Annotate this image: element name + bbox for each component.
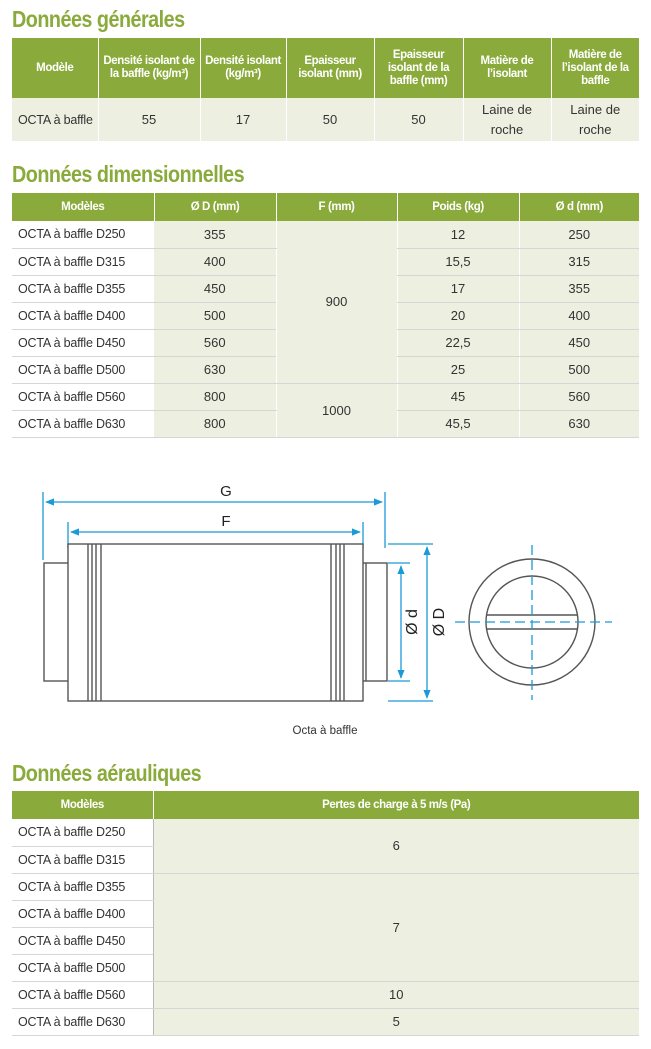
value-cell: 17 — [397, 275, 519, 302]
value-cell: 20 — [397, 302, 519, 329]
header-cell: Densité isolant (kg/m³) — [200, 38, 286, 98]
table-header-row — [12, 38, 639, 98]
silencer-diagram — [0, 470, 651, 730]
value-cell: 50 — [286, 98, 374, 141]
model-cell: OCTA à baffle D500 — [12, 356, 154, 383]
f-value-cell: 900 — [276, 221, 397, 383]
model-cell: OCTA à baffle D355 — [12, 275, 154, 302]
value-cell: 800 — [154, 410, 276, 437]
value-cell: 630 — [154, 356, 276, 383]
header-cell: Modèle — [12, 38, 98, 98]
model-cell: OCTA à baffle D500 — [12, 954, 153, 981]
model-cell: OCTA à baffle D250 — [12, 221, 154, 248]
value-cell: 560 — [154, 329, 276, 356]
model-cell: OCTA à baffle D630 — [12, 410, 154, 437]
dimensional-data-table — [12, 193, 639, 438]
dimension-f — [68, 513, 363, 548]
header-cell: Matière de l’isolant — [463, 38, 551, 98]
header-cell: Modèles — [12, 193, 154, 221]
aeraulic-data-table — [12, 791, 639, 1036]
table-row — [12, 873, 639, 900]
value-cell: 800 — [154, 383, 276, 410]
pressure-loss-cell: 5 — [153, 1008, 639, 1035]
table-row — [12, 383, 639, 410]
value-cell: 55 — [98, 98, 200, 141]
table-row — [12, 981, 639, 1008]
value-cell: 630 — [519, 410, 639, 437]
value-cell: 22,5 — [397, 329, 519, 356]
label-g: G — [220, 483, 232, 500]
pressure-loss-cell: 6 — [153, 819, 639, 873]
value-cell: 560 — [519, 383, 639, 410]
value-cell: 315 — [519, 248, 639, 275]
value-cell: 355 — [154, 221, 276, 248]
model-cell: OCTA à baffle D315 — [12, 846, 153, 873]
model-cell: OCTA à baffle D400 — [12, 302, 154, 329]
value-cell: 45,5 — [397, 410, 519, 437]
model-cell: OCTA à baffle D560 — [12, 383, 154, 410]
value-cell: 400 — [519, 302, 639, 329]
header-cell: F (mm) — [276, 193, 397, 221]
pressure-loss-cell: 7 — [153, 873, 639, 981]
silencer-front-view — [455, 545, 612, 700]
value-cell: 355 — [519, 275, 639, 302]
header-cell: Epaisseur isolant de la baffle (mm) — [374, 38, 463, 98]
header-cell: Matière de l’isolant de la baffle — [551, 38, 639, 98]
value-cell: 400 — [154, 248, 276, 275]
model-cell: OCTA à baffle D315 — [12, 248, 154, 275]
section-title-aeraulic: Données aérauliques — [12, 760, 202, 786]
dimension-small-d — [388, 563, 421, 681]
value-cell: 500 — [519, 356, 639, 383]
value-cell: 12 — [397, 221, 519, 248]
value-cell: 45 — [397, 383, 519, 410]
table-header-row — [12, 791, 639, 819]
header-cell: Ø d (mm) — [519, 193, 639, 221]
value-cell: 25 — [397, 356, 519, 383]
table-row — [12, 98, 639, 141]
silencer-side-view — [44, 544, 387, 701]
pressure-loss-cell: 10 — [153, 981, 639, 1008]
table-row — [12, 221, 639, 248]
diagram-caption: Octa à baffle — [292, 725, 358, 737]
value-cell: Laine de roche — [463, 98, 551, 141]
value-cell: 15,5 — [397, 248, 519, 275]
label-small-d: Ø d — [404, 609, 421, 635]
model-cell: OCTA à baffle D450 — [12, 329, 154, 356]
table-header-row — [12, 193, 639, 221]
label-big-d: Ø D — [431, 607, 448, 637]
table-row — [12, 819, 639, 846]
model-cell: OCTA à baffle D630 — [12, 1008, 153, 1035]
table-row — [12, 1008, 639, 1035]
f-value-cell: 1000 — [276, 383, 397, 437]
model-cell: OCTA à baffle — [12, 98, 98, 141]
header-cell: Pertes de charge à 5 m/s (Pa) — [153, 791, 639, 819]
value-cell: 450 — [154, 275, 276, 302]
value-cell: 450 — [519, 329, 639, 356]
header-cell: Ø D (mm) — [154, 193, 276, 221]
model-cell: OCTA à baffle D560 — [12, 981, 153, 1008]
general-data-table — [12, 38, 639, 141]
model-cell: OCTA à baffle D450 — [12, 927, 153, 954]
header-cell: Epaisseur isolant (mm) — [286, 38, 374, 98]
section-title-general: Données générales — [12, 6, 185, 32]
value-cell: 17 — [200, 98, 286, 141]
model-cell: OCTA à baffle D250 — [12, 819, 153, 846]
value-cell: 500 — [154, 302, 276, 329]
header-cell: Poids (kg) — [397, 193, 519, 221]
section-title-dimensional: Données dimensionnelles — [12, 161, 245, 187]
value-cell: 250 — [519, 221, 639, 248]
model-cell: OCTA à baffle D400 — [12, 900, 153, 927]
value-cell: 50 — [374, 98, 463, 141]
value-cell: Laine de roche — [551, 98, 639, 141]
header-cell: Modèles — [12, 791, 153, 819]
model-cell: OCTA à baffle D355 — [12, 873, 153, 900]
label-f: F — [221, 513, 231, 530]
header-cell: Densité isolant de la baffle (kg/m³) — [98, 38, 200, 98]
